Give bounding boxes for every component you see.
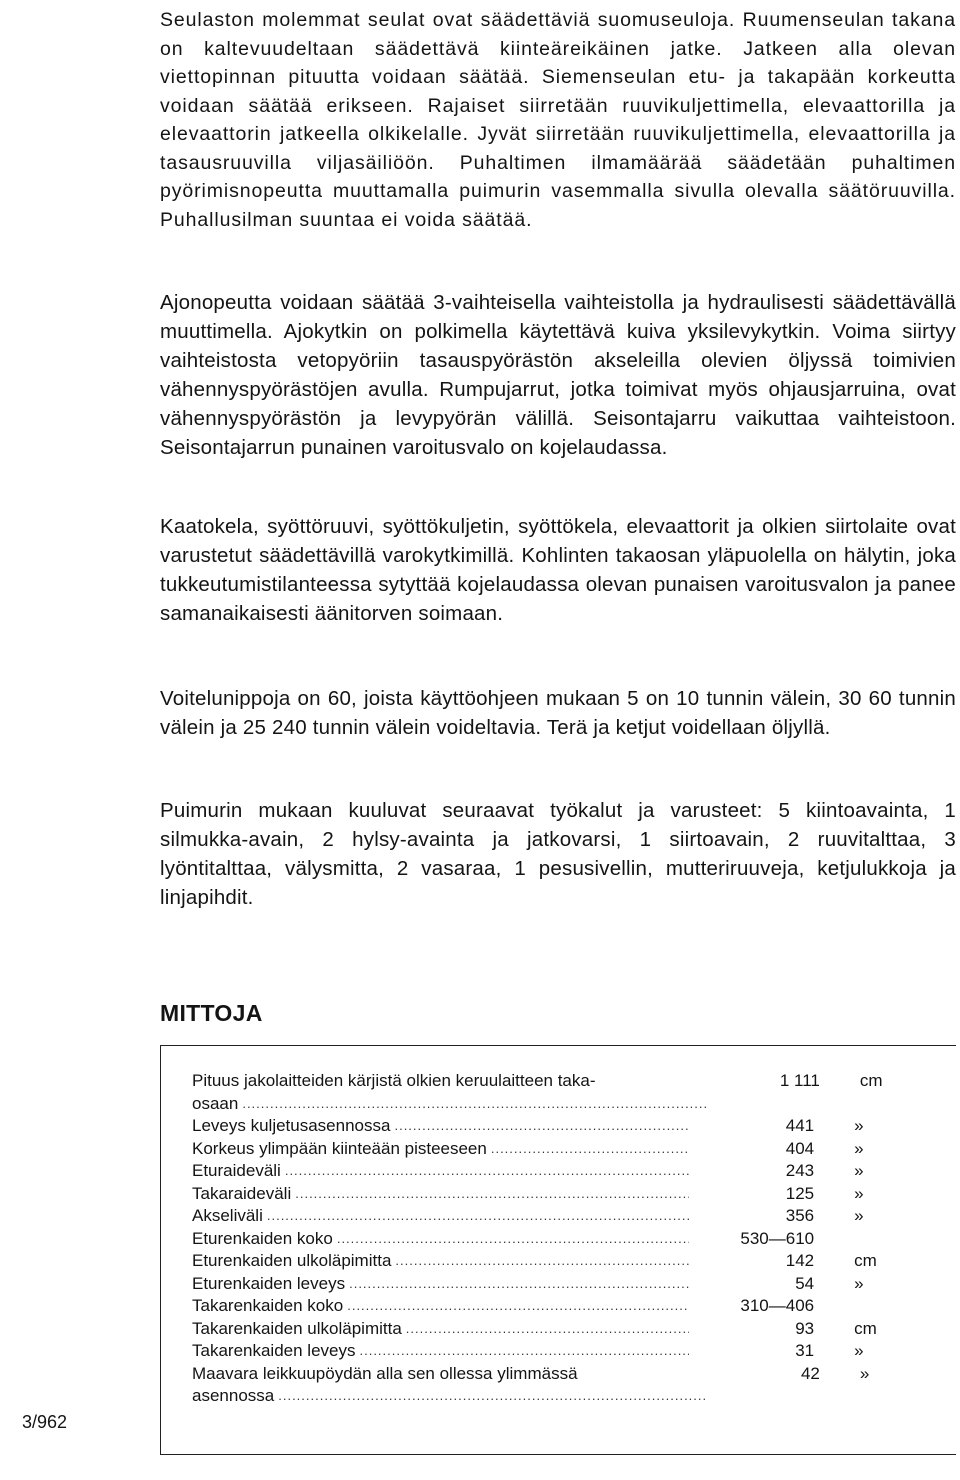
row-value: 356	[785, 1206, 815, 1225]
page-number: 3/962	[22, 1412, 68, 1432]
row-label: Eturaideväli	[192, 1161, 281, 1180]
row-unit: »	[854, 1183, 864, 1203]
row-label: Takarenkaiden leveys	[192, 1341, 356, 1360]
table-row	[192, 1160, 912, 1183]
paragraph-safety-clutches: Kaatokela, syöttöruuvi, syöttökuljetin, syöttökela, elevaattorit ja olkien siirtolaite ovat varustetut säädettävillä varokytkimillä. Kohlinten takaosan yläpuolella on hälytin, joka tukkeutumistilanteessa sytyttää kojelaudassa olevan punaisen varoitusvalon ja panee samanaikaisesti äänitorven soimaan.	[160, 515, 956, 625]
row-label: Eturenkaiden leveys	[192, 1273, 346, 1293]
row-unit: »	[854, 1138, 864, 1158]
row-unit: »	[854, 1341, 864, 1360]
row-value: 31	[795, 1341, 815, 1360]
paragraph-transmission: Ajonopeutta voidaan säätää 3-vaihteisella vaihteistolla ja hydraulisesti säädettävällä muuttimella. Ajokytkin on polkimella käytettävä kuiva yksilevykytkin. Voima siirtyy vaihteistosta vetopyöriin tasauspyörästön akseleilla olevien öljyssä toimivien vähennyspyörästöjen avulla. Rumpujarrut, jotka toimivat myös ohjausjarruina, ovat vähennyspyörästön ja levypyörän välillä. Seisontajarru vaikuttaa vaihteistoon. Seisontajarrun punainen varoitusvalo on kojelaudassa.	[160, 291, 956, 459]
row-value: 530—610	[740, 1228, 815, 1248]
row-value: 310—406	[740, 1296, 815, 1315]
row-value: 42	[800, 1363, 820, 1383]
row-label-line1: Pituus jakolaitteiden kärjistä olkien keruulaitteen taka-	[192, 1071, 596, 1090]
row-label: Takarenkaiden ulkoläpimitta	[192, 1318, 402, 1338]
section-title: MITTOJA	[160, 1000, 263, 1026]
row-value: 441	[785, 1116, 815, 1135]
row-unit: »	[854, 1116, 864, 1135]
table-bottom-rule	[160, 1454, 956, 1455]
row-value: 125	[785, 1183, 815, 1203]
row-label: asennossa	[192, 1386, 275, 1405]
table-row	[192, 1363, 912, 1408]
row-value: 93	[795, 1318, 815, 1338]
table-row	[192, 1250, 912, 1273]
row-label: osaan	[192, 1093, 239, 1113]
row-unit: »	[854, 1161, 864, 1180]
row-unit: »	[859, 1363, 870, 1383]
table-row	[192, 1340, 912, 1363]
row-value: 404	[785, 1138, 815, 1158]
row-label: Korkeus ylimpään kiinteään pisteeseen	[192, 1138, 487, 1158]
row-label: Takarenkaiden koko	[192, 1296, 344, 1315]
row-label: Akseliväli	[192, 1206, 263, 1225]
dimensions-table	[192, 1070, 912, 1408]
row-label: Eturenkaiden koko	[192, 1228, 333, 1248]
row-value: 243	[785, 1161, 815, 1180]
paragraph-sieves: Seulaston molemmat seulat ovat säädettäviä suomuseuloja. Ruumenseulan takana on kaltevuudeltaan säädettävä kiinteäreikäinen jatke. Jatkeen alla olevan viettopinnan pituutta voidaan säätää. Siemenseulan etu- ja takapään korkeutta voidaan säätää erikseen. Rajaiset siirretään ruuvikuljettimella, elevaattorilla ja elevaattorin jatkeella olkikelalle. Jyvät siirretään ruuvikuljettimella, elevaattorilla ja tasausruuvilla viljasäiliöön. Puhaltimen ilmamäärää säädetään puhaltimen pyörimisnopeutta muuttamalla puimurin vasemmalla sivulla olevalla säätöruuvilla. Puhallusilman suuntaa ei voida säätää.	[160, 9, 956, 231]
row-unit: »	[854, 1206, 864, 1225]
paragraph-tools: Puimurin mukaan kuuluvat seuraavat työkalut ja varusteet: 5 kiintoavainta, 1 silmukka-avain, 2 hylsy-avainta ja jatkovarsi, 1 siirtoavain, 2 ruuvitalttaa, 3 lyöntitalttaa, välysmitta, 2 vasaraa, 1 pesusivellin, mutteriruuveja, ketjulukkoja ja linjapihdit.	[160, 799, 956, 909]
table-row	[192, 1205, 912, 1228]
table-row	[192, 1183, 912, 1206]
row-unit: cm	[859, 1071, 883, 1090]
table-left-rule	[160, 1045, 161, 1454]
row-label: Takaraideväli	[192, 1183, 292, 1203]
row-unit: cm	[854, 1251, 877, 1270]
table-top-rule	[160, 1045, 956, 1046]
table-row	[192, 1138, 912, 1161]
row-value: 1 111	[779, 1071, 820, 1090]
row-unit: cm	[854, 1318, 877, 1338]
row-value: 142	[785, 1251, 815, 1270]
table-row	[192, 1273, 912, 1296]
table-row	[192, 1318, 912, 1341]
row-value: 54	[795, 1273, 815, 1293]
row-unit: »	[854, 1273, 864, 1293]
table-row	[192, 1295, 912, 1318]
table-row	[192, 1115, 912, 1138]
paragraph-lubrication: Voitelunippoja on 60, joista käyttöohjeen mukaan 5 on 10 tunnin välein, 30 60 tunnin välein ja 25 240 tunnin välein voideltavia. Terä ja ketjut voidellaan öljyllä.	[160, 687, 956, 739]
row-label: Eturenkaiden ulkoläpimitta	[192, 1251, 392, 1270]
table-row	[192, 1228, 912, 1251]
row-label-line1: Maavara leikkuupöydän alla sen ollessa ylimmässä	[192, 1363, 578, 1383]
row-label: Leveys kuljetusasennossa	[192, 1116, 391, 1135]
table-row	[192, 1070, 912, 1115]
